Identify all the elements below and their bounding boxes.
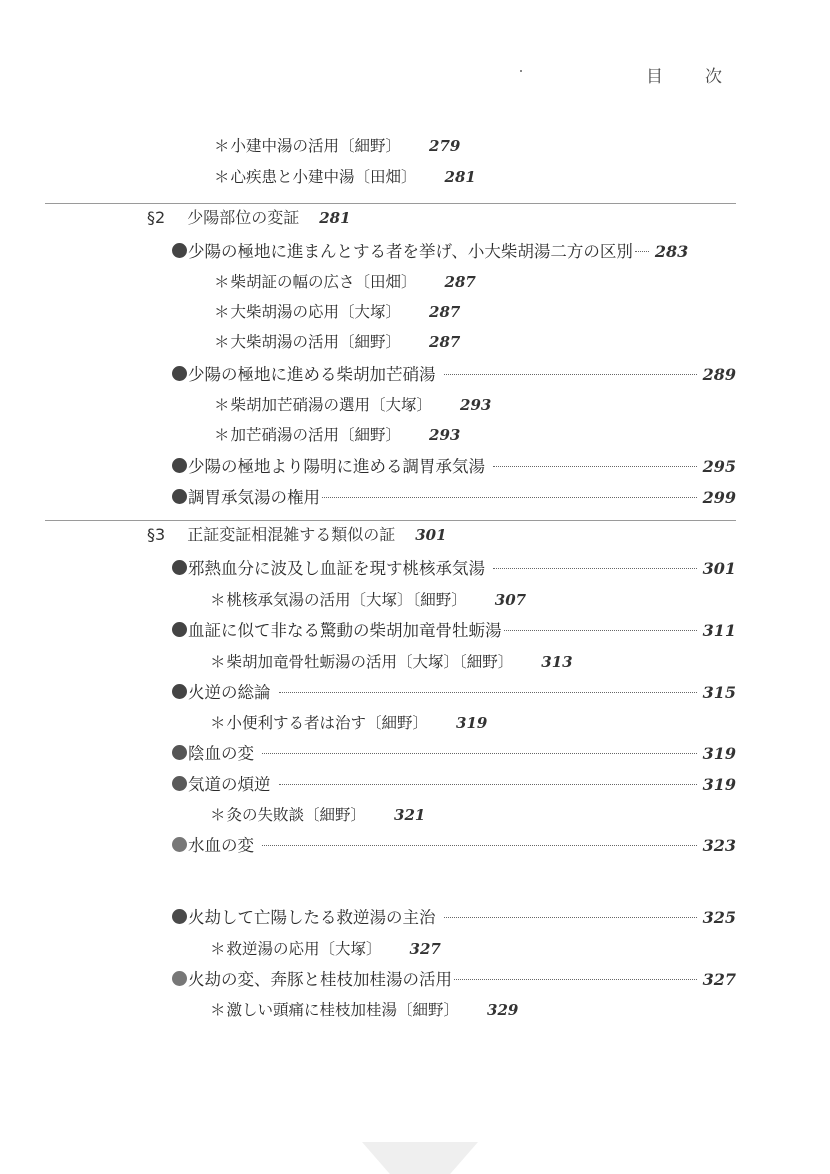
toc-entry[interactable] [172, 486, 736, 510]
asterisk-icon: ＊ [210, 591, 226, 609]
toc-subentry[interactable] [214, 423, 460, 447]
dot-leader [444, 374, 697, 375]
toc-section-3[interactable] [147, 523, 447, 547]
toc-entry[interactable] [172, 773, 736, 797]
page-number: 301 [702, 559, 736, 578]
entry-title: 水血の変 [188, 836, 254, 855]
bullet-icon [172, 489, 187, 504]
dot-leader [493, 466, 697, 467]
scan-speck [520, 70, 522, 72]
toc-subentry[interactable] [214, 300, 460, 324]
section-title: 少陽部位の変証 [187, 208, 300, 227]
dot-leader [454, 979, 697, 980]
dot-leader [322, 497, 697, 498]
asterisk-icon: ＊ [210, 653, 226, 671]
dot-leader [635, 251, 649, 252]
page-number: 301 [415, 526, 447, 544]
page-header-title [646, 62, 722, 87]
entry-title: 大柴胡湯の活用〔細野〕 [230, 333, 402, 351]
asterisk-icon: ＊ [214, 168, 230, 186]
entry-title: 火劫の変、奔豚と桂枝加桂湯の活用 [188, 970, 452, 989]
entry-title: 火逆の総論 [188, 683, 271, 702]
page-number: 289 [702, 365, 736, 384]
entry-title: 激しい頭痛に桂枝加桂湯〔細野〕 [226, 1001, 460, 1019]
asterisk-icon: ＊ [214, 333, 230, 351]
toc-entry[interactable] [172, 557, 736, 581]
dot-leader [279, 692, 697, 693]
entry-title: 心疾患と小建中湯〔田畑〕 [230, 168, 417, 186]
page-number: 323 [702, 836, 736, 855]
page-number: 281 [319, 209, 351, 227]
toc-subentry[interactable] [210, 588, 526, 612]
page-number: 327 [409, 940, 441, 958]
section-number: §2 [147, 208, 166, 227]
entry-title: 柴胡加竜骨牡蛎湯の活用〔大塚〕〔細野〕 [226, 653, 514, 671]
page-number: 279 [429, 137, 461, 155]
toc-entry[interactable] [172, 240, 736, 264]
section-title: 正証変証相混雑する類似の証 [187, 525, 396, 544]
bullet-icon [172, 458, 187, 473]
page-number: 283 [654, 242, 689, 261]
entry-title: 陰血の変 [188, 744, 254, 763]
page-number: 299 [702, 488, 736, 507]
dot-leader [444, 917, 697, 918]
bullet-icon [172, 909, 187, 924]
bullet-icon [172, 745, 187, 760]
toc-subentry[interactable] [214, 165, 476, 189]
toc-entry[interactable] [172, 681, 736, 705]
toc-entry[interactable] [172, 455, 736, 479]
page-number: 321 [394, 806, 426, 824]
entry-title: 大柴胡湯の応用〔大塚〕 [230, 303, 402, 321]
page-number: 311 [702, 621, 736, 640]
toc-entry[interactable] [172, 834, 736, 858]
section-number: §3 [147, 525, 166, 544]
entry-title: 小建中湯の活用〔細野〕 [230, 137, 402, 155]
header-char-2: 次 [705, 67, 722, 87]
entry-title: 小便利する者は治す〔細野〕 [226, 714, 429, 732]
header-char-1: 目 [646, 67, 663, 87]
dot-leader [262, 753, 697, 754]
toc-entry[interactable] [172, 363, 736, 387]
page-number: 287 [444, 273, 476, 291]
entry-title: 柴胡証の幅の広さ〔田畑〕 [230, 273, 417, 291]
toc-subentry[interactable] [210, 937, 441, 961]
dot-leader [262, 845, 697, 846]
page-number: 327 [702, 970, 736, 989]
bullet-icon [172, 243, 187, 258]
asterisk-icon: ＊ [210, 940, 226, 958]
asterisk-icon: ＊ [214, 137, 230, 155]
toc-subentry[interactable] [210, 803, 425, 827]
entry-title: 少陽の極地に進める柴胡加芒硝湯 [188, 365, 436, 384]
page-number: 319 [456, 714, 488, 732]
section-divider [45, 203, 736, 204]
dot-leader [493, 568, 697, 569]
entry-title: 少陽の極地に進まんとする者を挙げ、小大柴胡湯二方の区別 [188, 242, 633, 261]
toc-subentry[interactable] [214, 393, 491, 417]
asterisk-icon: ＊ [214, 273, 230, 291]
asterisk-icon: ＊ [210, 714, 226, 732]
toc-entry[interactable] [172, 906, 736, 930]
page-number: 315 [702, 683, 736, 702]
asterisk-icon: ＊ [214, 303, 230, 321]
page-number: 319 [702, 775, 736, 794]
toc-entry[interactable] [172, 742, 736, 766]
page-number: 281 [444, 168, 476, 186]
toc-subentry[interactable] [210, 998, 518, 1022]
page-number: 313 [541, 653, 573, 671]
toc-subentry[interactable] [214, 270, 476, 294]
section-divider [45, 520, 736, 521]
toc-subentry[interactable] [214, 134, 460, 158]
entry-title: 灸の失敗談〔細野〕 [226, 806, 367, 824]
entry-title: 邪熱血分に波及し血証を現す桃核承気湯 [188, 559, 485, 578]
entry-title: 桃核承気湯の活用〔大塚〕〔細野〕 [226, 591, 467, 609]
page-number: 329 [487, 1001, 519, 1019]
bullet-icon [172, 971, 187, 986]
toc-subentry[interactable] [214, 330, 460, 354]
entry-title: 血証に似て非なる驚動の柴胡加竜骨牡蛎湯 [188, 621, 502, 640]
toc-entry[interactable] [172, 968, 736, 992]
entry-title: 火劫して亡陽したる救逆湯の主治 [188, 908, 436, 927]
entry-title: 気道の煩逆 [188, 775, 271, 794]
entry-title: 加芒硝湯の活用〔細野〕 [230, 426, 402, 444]
toc-entry[interactable] [172, 619, 736, 643]
entry-title: 救逆湯の応用〔大塚〕 [226, 940, 382, 958]
dot-leader [279, 784, 697, 785]
asterisk-icon: ＊ [210, 806, 226, 824]
bullet-icon [172, 366, 187, 381]
page-number: 325 [702, 908, 736, 927]
page-number: 295 [702, 457, 736, 476]
scan-artifact-tab [362, 1142, 478, 1174]
asterisk-icon: ＊ [210, 1001, 226, 1019]
bullet-icon [172, 776, 187, 791]
toc-subentry[interactable] [210, 711, 487, 735]
page-number: 287 [429, 303, 461, 321]
page-number: 293 [460, 396, 492, 414]
bullet-icon [172, 684, 187, 699]
toc-section-2[interactable] [147, 206, 351, 230]
entry-title: 少陽の極地より陽明に進める調胃承気湯 [188, 457, 485, 476]
bullet-icon [172, 837, 187, 852]
asterisk-icon: ＊ [214, 396, 230, 414]
page-number: 287 [429, 333, 461, 351]
entry-title: 柴胡加芒硝湯の選用〔大塚〕 [230, 396, 433, 414]
dot-leader [504, 630, 697, 631]
entry-title: 調胃承気湯の権用 [188, 488, 320, 507]
toc-subentry[interactable] [210, 650, 573, 674]
page-number: 319 [702, 744, 736, 763]
bullet-icon [172, 560, 187, 575]
page-number: 293 [429, 426, 461, 444]
asterisk-icon: ＊ [214, 426, 230, 444]
bullet-icon [172, 622, 187, 637]
page-number: 307 [494, 591, 527, 609]
